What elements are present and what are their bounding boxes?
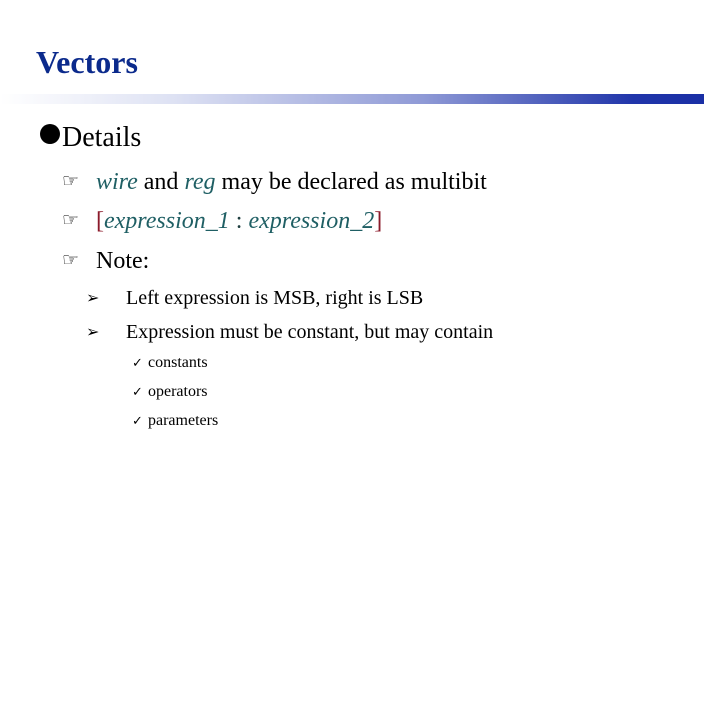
open-bracket: [ [96,208,104,234]
reg-keyword: reg [184,169,216,195]
note-item-msb-lsb [86,288,423,308]
details-label: Details [62,122,142,153]
check-icon: ✓ [132,414,143,429]
contain-item-text: parameters [148,412,219,429]
check-icon: ✓ [132,356,143,371]
bullet-wire-reg [62,170,487,194]
contain-item-constants [132,355,208,371]
expression-1: expression_1 [104,208,230,234]
slide-title: Vectors [36,44,138,80]
note-item-text: Left expression is MSB, right is LSB [126,287,424,309]
title-underline-bar [0,94,704,104]
contain-item-text: operators [148,383,208,400]
bullet-range-syntax [62,209,382,233]
check-icon: ✓ [132,385,143,400]
contain-item-text: constants [148,354,208,371]
contain-item-operators [132,384,208,400]
expression-2: expression_2 [248,208,375,234]
note-item-text: Expression must be constant, but may contain [126,321,494,343]
filled-circle-bullet-icon [40,124,60,144]
note-item-constant [86,322,493,342]
pointing-hand-icon: ☞ [62,249,80,271]
multibit-text: may be declared as multibit [215,169,487,195]
close-bracket: ] [374,208,383,234]
arrow-icon: ➢ [86,288,100,307]
pointing-hand-icon: ☞ [62,209,80,231]
wire-keyword: wire [96,169,138,195]
pointing-hand-icon: ☞ [62,170,80,192]
and-text: and [137,169,185,195]
range-colon: : [229,208,249,234]
note-label: Note: [96,248,150,274]
bullet-details [40,124,141,152]
arrow-icon: ➢ [86,322,100,341]
contain-item-parameters [132,413,218,429]
bullet-note [62,249,149,273]
